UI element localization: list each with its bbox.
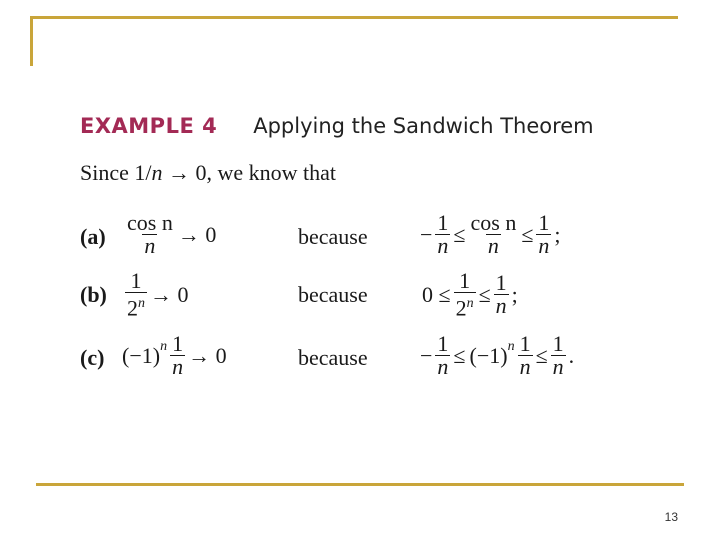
limit-fraction: $\frac{1}{2^n}$ bbox=[127, 268, 145, 321]
limit-tail: → 0 bbox=[177, 221, 217, 247]
page-number: 13 bbox=[664, 510, 678, 524]
intro-before: Since 1/ bbox=[80, 160, 152, 185]
example-heading bbox=[80, 114, 594, 138]
example-title: Applying the Sandwich Theorem bbox=[253, 114, 594, 138]
row-label: (a) bbox=[80, 224, 106, 249]
example-label: EXAMPLE 4 bbox=[80, 114, 218, 138]
row-label: (b) bbox=[80, 282, 107, 307]
limit-tail: → 0 bbox=[188, 342, 227, 368]
bottom-rule bbox=[36, 483, 684, 486]
limit-fraction: $\frac{1}{n}$ bbox=[172, 331, 184, 379]
limit-fraction: $\frac{\text{cos n}}{n}$ bbox=[127, 210, 173, 258]
because-word: because bbox=[298, 224, 368, 249]
intro-sentence bbox=[80, 160, 336, 186]
because-word: because bbox=[298, 345, 368, 370]
limit-tail: → 0 bbox=[150, 281, 189, 307]
because-word: because bbox=[298, 282, 368, 307]
intro-var: n bbox=[151, 160, 163, 185]
top-rule bbox=[30, 16, 678, 19]
intro-after: → 0, we know that bbox=[162, 160, 337, 185]
left-rule bbox=[30, 16, 33, 66]
row-label: (c) bbox=[80, 345, 105, 370]
